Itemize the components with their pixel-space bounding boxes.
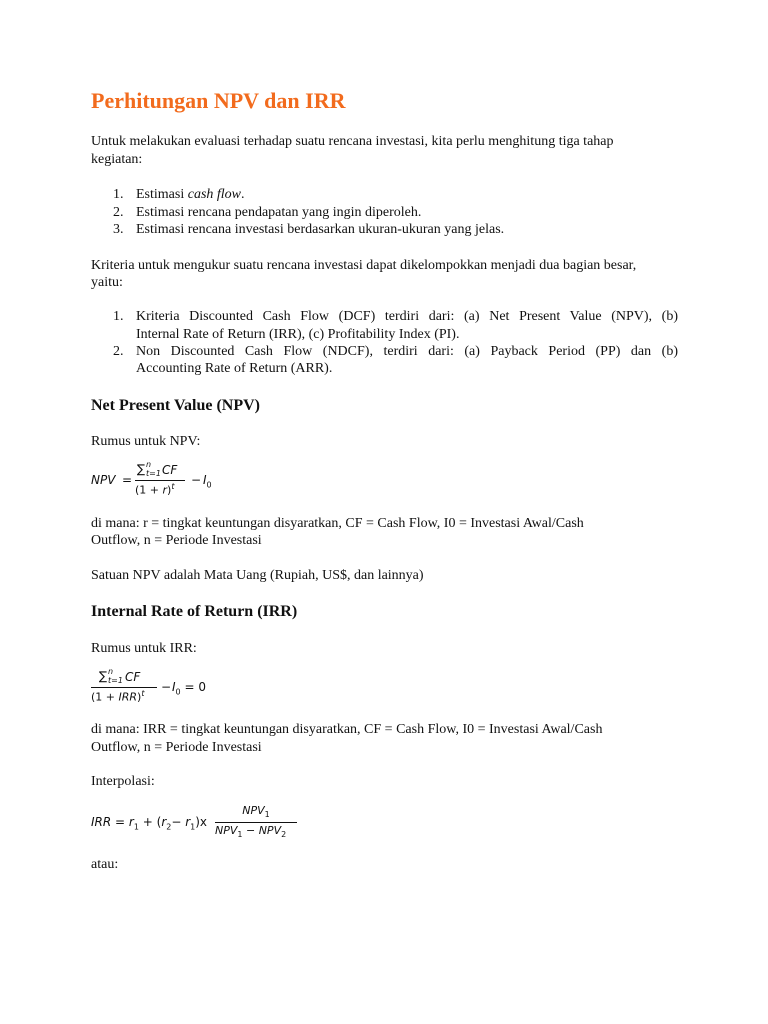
list-text — [136, 186, 678, 204]
fraction-bar — [135, 480, 185, 481]
page-title: Perhitungan NPV dan IRR — [91, 88, 346, 113]
npv-formula — [91, 462, 231, 500]
irr-fraction — [91, 669, 157, 707]
list-text-line-1: Non Discounted Cash Flow (NDCF), terdiri dari: (a) Payback Period (PP) dan (b) — [136, 344, 678, 359]
irr-formula — [91, 669, 221, 707]
irr-denominator — [91, 689, 144, 704]
interp-r1-sub: 1 — [133, 822, 139, 832]
npv-fraction — [135, 462, 185, 500]
npv-unit-note: Satuan NPV adalah Mata Uang (Rupiah, US$, dan lainnya) — [91, 568, 424, 583]
den-var: IRR — [118, 690, 138, 704]
den-open: (1 + — [91, 690, 119, 704]
interp-fraction — [215, 802, 297, 842]
list-text-line-2: Internal Rate of Return (IRR), (c) Profitability Index (PI). — [136, 327, 460, 342]
intro-paragraph-line-2: kegiatan: — [91, 152, 143, 167]
irr-where-line-2: Outflow, n = Periode Investasi — [91, 740, 262, 755]
npv-numerator: CF — [162, 463, 178, 477]
npv-formula-label: Rumus untuk NPV: — [91, 434, 201, 449]
interp-denominator — [215, 824, 286, 839]
list-text-plain: Estimasi — [136, 187, 188, 202]
interp-den-b: NPV — [258, 824, 282, 837]
interp-num-sub: 1 — [264, 810, 270, 820]
irr-numerator: CF — [125, 670, 141, 684]
interp-r1: r — [128, 815, 134, 829]
interp-left — [91, 815, 207, 831]
list-text-end: . — [241, 187, 245, 202]
sum-icon: ∑ — [137, 462, 146, 476]
list-text-line-1: Kriteria Discounted Cash Flow (DCF) terdiri dari: (a) Net Present Value (NPV), (b) — [136, 309, 678, 324]
interp-plus: + ( — [138, 815, 162, 829]
i-sub: 0 — [175, 687, 181, 697]
interp-close-x: )x — [195, 815, 208, 829]
atau-label: atau: — [91, 857, 119, 872]
den-open: (1 + — [135, 483, 163, 497]
npv-i0 — [203, 473, 212, 489]
list-text: Estimasi rencana investasi berdasarkan ukuran-ukuran yang jelas. — [136, 222, 505, 237]
den-exp: t — [141, 689, 145, 698]
i-var: I — [203, 473, 207, 487]
interp-den-b-sub: 2 — [281, 830, 287, 840]
irr-i0 — [172, 680, 206, 696]
list-number: 3. — [113, 222, 124, 237]
npv-formula-eq: = — [122, 473, 133, 487]
sum-subscript: t=1 — [108, 676, 123, 685]
sum-superscript: n — [108, 667, 114, 676]
irr-where-line-1: di mana: IRR = tingkat keuntungan disyaratkan, CF = Cash Flow, I0 = Investasi Awal/Cash — [91, 722, 603, 737]
eq-zero: = 0 — [180, 680, 206, 694]
fraction-bar — [91, 687, 157, 688]
section-heading-irr: Internal Rate of Return (IRR) — [91, 603, 298, 620]
list-number: 2. — [113, 344, 124, 359]
i-var: I — [172, 680, 176, 694]
irr-formula-label: Rumus untuk IRR: — [91, 641, 197, 656]
sum-subscript: t=1 — [146, 469, 161, 478]
interp-minus: − — [171, 815, 186, 829]
interp-num: NPV — [242, 804, 265, 817]
sum-superscript: n — [146, 460, 152, 469]
interp-lhs: IRR — [91, 815, 112, 829]
i-sub: 0 — [206, 480, 212, 490]
interp-r2: r — [161, 815, 167, 829]
list-number: 1. — [113, 187, 124, 202]
npv-where-line-1: di mana: r = tingkat keuntungan disyaratkan, CF = Cash Flow, I0 = Investasi Awal/Cash — [91, 516, 584, 531]
den-close: ) — [167, 483, 172, 497]
intro-paragraph-line-1: Untuk melakukan evaluasi terhadap suatu rencana investasi, kita perlu menghitung tiga tahap — [91, 134, 614, 149]
npv-minus: − — [191, 473, 202, 487]
list-text: Estimasi rencana pendapatan yang ingin diperoleh. — [136, 205, 422, 220]
interpolation-label: Interpolasi: — [91, 774, 155, 789]
section-heading-npv: Net Present Value (NPV) — [91, 397, 261, 414]
list-text-line-2: Accounting Rate of Return (ARR). — [136, 361, 333, 376]
npv-formula-lhs: NPV — [91, 473, 116, 487]
interp-r1b: r — [185, 815, 191, 829]
interp-den-minus: − — [242, 824, 259, 837]
interp-eq: = — [111, 815, 129, 829]
interp-den-a: NPV — [215, 824, 238, 837]
irr-minus: − — [161, 680, 172, 694]
interpolation-formula — [91, 802, 311, 842]
interp-den-a-sub: 1 — [237, 830, 243, 840]
list-number: 2. — [113, 205, 124, 220]
list-number: 1. — [113, 309, 124, 324]
criteria-intro-line-2: yaitu: — [91, 275, 123, 290]
den-var: r — [162, 483, 168, 497]
interp-r2-sub: 2 — [166, 822, 172, 832]
criteria-intro-line-1: Kriteria untuk mengukur suatu rencana investasi dapat dikelompokkan menjadi dua bagian besar, — [91, 258, 637, 273]
interp-numerator — [215, 804, 297, 819]
den-exp: t — [171, 482, 175, 491]
interp-r1b-sub: 1 — [190, 822, 196, 832]
list-text-italic: cash flow — [187, 187, 242, 202]
npv-where-line-2: Outflow, n = Periode Investasi — [91, 533, 262, 548]
npv-denominator — [135, 482, 174, 497]
den-close: ) — [137, 690, 142, 704]
sum-icon: ∑ — [99, 669, 108, 683]
fraction-bar — [215, 822, 297, 823]
